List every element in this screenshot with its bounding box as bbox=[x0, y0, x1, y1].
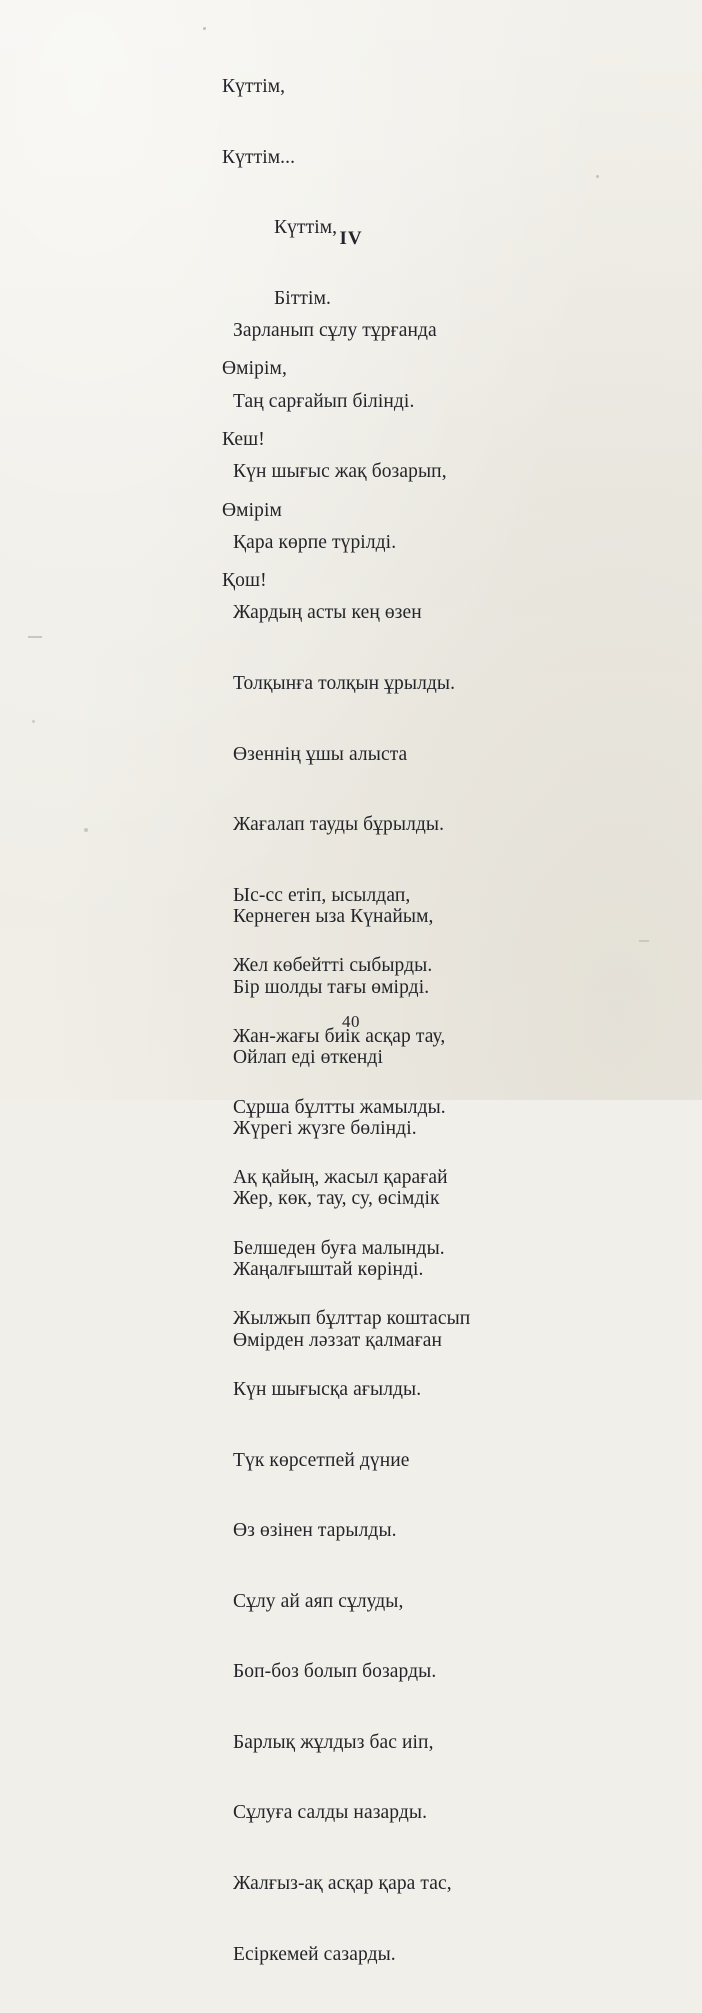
page-number: 40 bbox=[342, 1012, 360, 1031]
verse-line: Күттім... bbox=[222, 146, 296, 168]
verse-line: Түк көрсетпей дүние bbox=[233, 1449, 410, 1471]
verse-line: Бір шолды тағы өмірді. bbox=[233, 976, 430, 998]
verse-line: Күн шығысқа ағылды. bbox=[233, 1378, 422, 1400]
verse-line: Сұлу ай аяп сұлуды, bbox=[233, 1590, 404, 1612]
verse-line: Кеш! bbox=[222, 428, 265, 450]
verse-line: Біттім. bbox=[274, 287, 331, 309]
verse-line: Белшеден буға малынды. bbox=[233, 1237, 445, 1259]
verse-line: Жалғыз-ақ асқар қара тас, bbox=[233, 1873, 452, 1895]
verse-line: Қош! bbox=[222, 570, 267, 592]
section-number: IV bbox=[339, 228, 363, 249]
verse-line: Барлық жұлдыз бас иіп, bbox=[233, 1731, 434, 1753]
verse-line: Өмірім bbox=[222, 499, 282, 521]
verse-line: Ыс-сс етіп, ысылдап, bbox=[233, 884, 411, 906]
verse-line: Жардың асты кең өзен bbox=[233, 602, 422, 624]
verse-line: Күн шығыс жақ бозарып, bbox=[233, 461, 447, 483]
verse-line: Толқынға толқын ұрылды. bbox=[233, 672, 456, 694]
verse-line: Жер, көк, тау, су, өсімдік bbox=[233, 1188, 440, 1210]
verse-line: Зарланып сұлу тұрғанда bbox=[233, 320, 437, 341]
paper-speck bbox=[84, 828, 88, 832]
verse-line: Ақ қайың, жасыл қарағай bbox=[233, 1167, 448, 1189]
paper-speck bbox=[203, 27, 206, 30]
verse-line: Жүрегі жүзге бөлінді. bbox=[233, 1117, 417, 1139]
verse-line: Таң сарғайып білінді. bbox=[233, 390, 415, 412]
verse-line: Қара көрпе түрілді. bbox=[233, 531, 397, 553]
verse-line: Өмірім, bbox=[222, 358, 287, 380]
stanza-block bbox=[233, 858, 442, 1399]
verse-line: Ойлап еді өткенді bbox=[233, 1047, 383, 1069]
verse-line: Өмірден ләззат қалмаған bbox=[233, 1329, 443, 1351]
verse-line: Күттім, bbox=[222, 76, 286, 97]
verse-line: Кернеген ыза Күнайым, bbox=[233, 906, 434, 927]
verse-line: Боп-боз болып бозарды. bbox=[233, 1661, 437, 1683]
verse-line: Жел көбейтті сыбырды. bbox=[233, 955, 433, 977]
verse-line: Жағалап тауды бұрылды. bbox=[233, 814, 445, 836]
paper-speck bbox=[596, 175, 599, 178]
paper-mark bbox=[639, 940, 649, 942]
verse-line: Күттім, bbox=[274, 217, 338, 239]
verse-line: Сұрша бұлтты жамылды. bbox=[233, 1096, 446, 1118]
verse-line: Жан-жағы биік асқар тау, bbox=[233, 1025, 446, 1047]
paper-mark bbox=[28, 636, 42, 638]
verse-line: Өз өзінен тарылды. bbox=[233, 1520, 397, 1542]
paper-speck bbox=[32, 720, 35, 723]
verse-line: Сұлуға салды назарды. bbox=[233, 1802, 428, 1824]
verse-line: Өзеннің ұшы алыста bbox=[233, 743, 408, 765]
verse-line: Жылжып бұлттар коштасып bbox=[233, 1308, 471, 1330]
verse-line: Есіркемей сазарды. bbox=[233, 1943, 396, 1965]
verse-line: Жаңалғыштай көрінді. bbox=[233, 1258, 424, 1280]
